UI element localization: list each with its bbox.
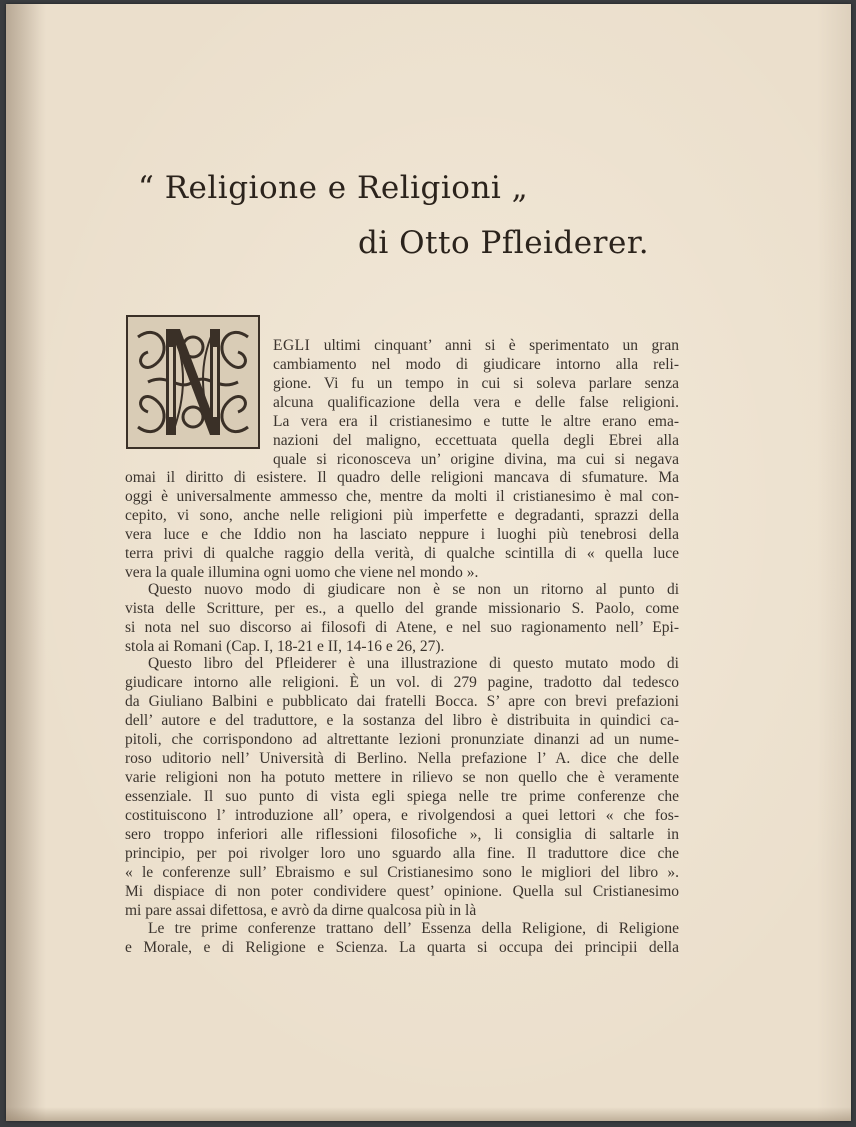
text-line: essenziale. Il suo punto di vista egli spiega nelle tre prime conferenze che [125,788,679,805]
text-line: principio, per poi rivolger loro uno sguardo alla fine. Il traduttore dice che [125,845,679,862]
text-line: roso uditorio nell’ Università di Berlino. Nella prefazione l’ A. dice che delle [125,750,679,767]
text-line: giudicare intorno alle religioni. È un vol. di 279 pagine, tradotto dal tedesco [125,674,679,691]
text-line: e Morale, e di Religione e Scienza. La quarta si occupa dei principii della [125,939,679,956]
text-line: varie religioni non ha potuto mettere in rilievo se non quello che è veramente [125,769,679,786]
text-line: nazioni del maligno, eccettuata quella degli Ebrei alla [273,432,679,449]
article-title-line2: di Otto Pfleiderer. [358,225,650,261]
text-line: si nota nel suo discorso ai filosofi di Atene, e nel suo ragionamento nell’ Epi- [125,619,679,636]
text-line: quale si riconosceva un’ origine divina, ma cui si negava [273,451,679,468]
text-line: cepito, vi sono, anche nelle religioni più imperfette e degradanti, sprazzi della [125,507,679,524]
text-line: alcuna qualificazione della vera e delle false religioni. [273,394,679,411]
text-line: oggi è universalmente ammesso che, mentre da molti il cristianesimo è mal con- [125,488,679,505]
text-line: vera luce e che Iddio non ha lasciato neppure i luoghi più tenebrosi della [125,526,679,543]
text-line: terra privi di qualche raggio della verità, di qualche scintilla di « quella luce [125,545,679,562]
text-line: stola ai Romani (Cap. I, 18-21 e II, 14-16 e 26, 27). [125,638,445,655]
text-line: EGLI ultimi cinquant’ anni si è sperimentato un gran [273,337,679,354]
small-caps-opening: EGLI [273,337,311,354]
text-line: Mi dispiace di non poter condividere quest’ opinione. Quella sul Cristianesimo [125,883,679,900]
text-line: pitoli, che corrispondono ad altrettante lezioni pronunziate dinanzi ad un nume- [125,731,679,748]
text-line: cambiamento nel modo di giudicare intorno alla reli- [273,356,679,373]
text-line: mi pare assai difettosa, e avrò da dirne qualcosa più in là [125,902,477,919]
text-line: La vera era il cristianesimo e tutte le altre erano ema- [273,413,679,430]
text-line: sero troppo inferiori alle riflessioni filosofiche », li consiglia di saltarle in [125,826,679,843]
text-line: omai il diritto di esistere. Il quadro delle religioni mancava di sfumature. Ma [125,469,679,486]
text-line: Questo nuovo modo di giudicare non è se non un ritorno al punto di [148,581,679,598]
text-line: Questo libro del Pfleiderer è una illustrazione di questo mutato modo di [148,655,679,672]
text-line: vista delle Scritture, per es., a quello del grande missionario S. Paolo, come [125,600,679,617]
text-line: vera la quale illumina ogni uomo che viene nel mondo ». [125,564,479,581]
text-line: « le conferenze sull’ Ebraismo e sul Cristianesimo sono le migliori del libro ». [125,864,679,881]
text-line: dell’ autore e del traduttore, e la sostanza del libro è distribuita in quindici ca- [125,712,679,729]
text-line: gione. Vi fu un tempo in cui si soleva parlare senza [273,375,679,392]
text-line: Le tre prime conferenze trattano dell’ Essenza della Religione, di Religione [148,920,679,937]
article-title-line1: “ Religione e Religioni „ [138,170,529,206]
text-line: da Giuliano Balbini e pubblicato dai fratelli Bocca. S’ apre con brevi prefazioni [125,693,679,710]
text-line: costituiscono l’ introduzione all’ opera, e rivolgendosi a quei lettori « che fos- [125,807,679,824]
